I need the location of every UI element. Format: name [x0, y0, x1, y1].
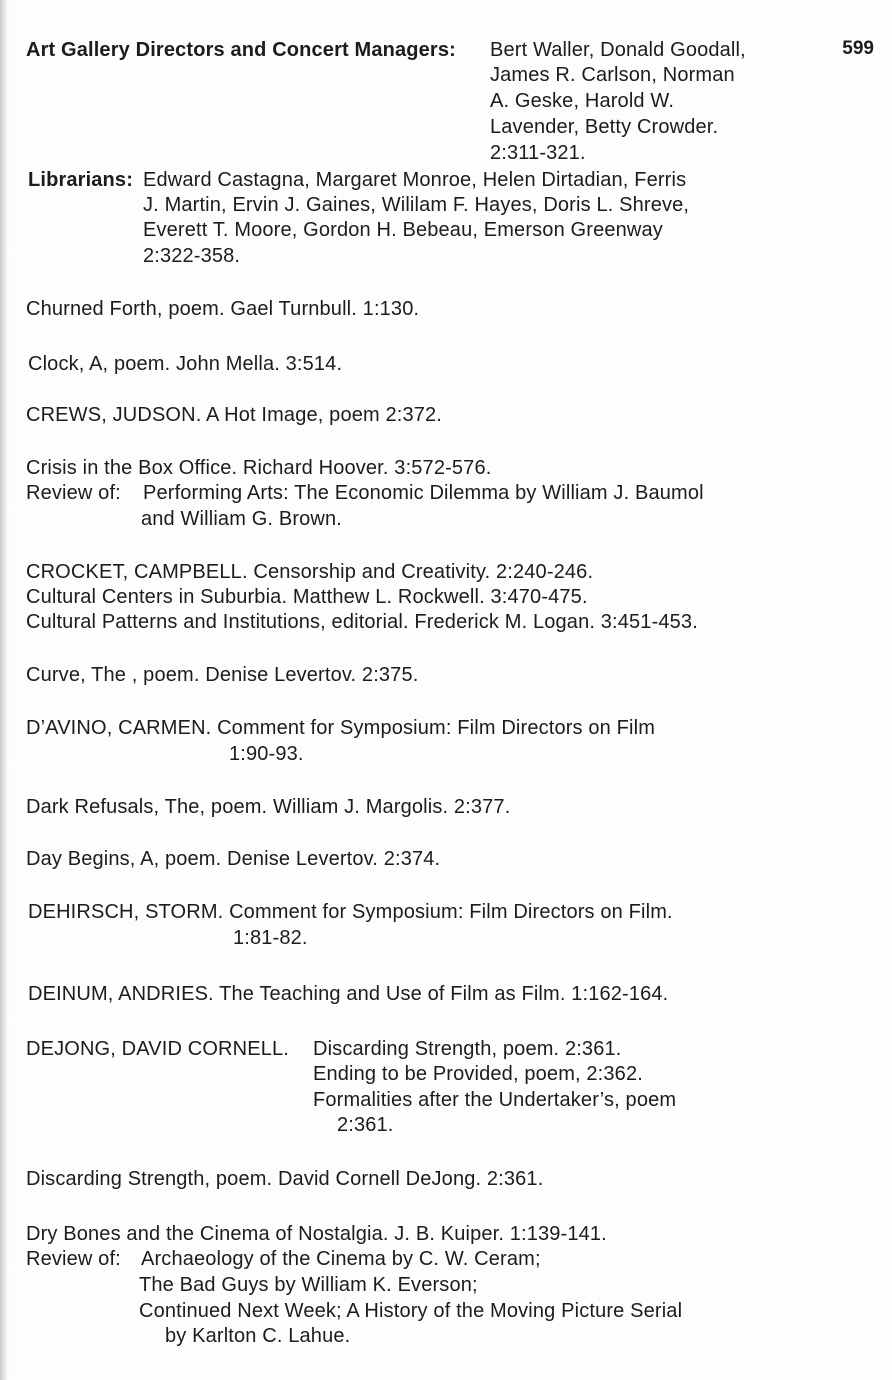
- index-line: 2:361.: [337, 1114, 394, 1136]
- page-number: 599: [842, 38, 874, 59]
- index-entry: Churned Forth, poem. Gael Turnbull. 1:130.: [26, 298, 420, 320]
- index-line: 1:81-82.: [233, 927, 308, 949]
- index-line: Archaeology of the Cinema by C. W. Ceram;: [141, 1248, 541, 1270]
- index-line: A. Geske, Harold W.: [490, 90, 675, 112]
- index-line: J. Martin, Ervin J. Gaines, Wililam F. Hayes, Doris L. Shreve,: [143, 194, 690, 216]
- index-entry: CROCKET, CAMPBELL. Censorship and Creativity. 2:240-246.: [26, 561, 594, 583]
- review-label: Review of:: [26, 1248, 121, 1270]
- index-entry: Crisis in the Box Office. Richard Hoover. 3:572-576.: [26, 457, 492, 479]
- index-line: Bert Waller, Donald Goodall,: [490, 39, 746, 61]
- index-line: Ending to be Provided, poem, 2:362.: [313, 1063, 643, 1085]
- index-entry: Curve, The , poem. Denise Levertov. 2:375.: [26, 664, 419, 686]
- index-line: Performing Arts: The Economic Dilemma by William J. Baumol: [143, 482, 704, 504]
- index-entry: Cultural Patterns and Institutions, editorial. Frederick M. Logan. 3:451-453.: [26, 611, 698, 633]
- index-line: Everett T. Moore, Gordon H. Bebeau, Emerson Greenway: [143, 219, 663, 241]
- index-line: James R. Carlson, Norman: [490, 64, 735, 86]
- index-entry: DEHIRSCH, STORM. Comment for Symposium: Film Directors on Film.: [28, 901, 673, 923]
- index-heading: Art Gallery Directors and Concert Managers:: [26, 39, 456, 61]
- index-entry: DEINUM, ANDRIES. The Teaching and Use of Film as Film. 1:162-164.: [28, 983, 669, 1005]
- index-entry: DEJONG, DAVID CORNELL.: [26, 1038, 289, 1060]
- index-entry: Cultural Centers in Suburbia. Matthew L. Rockwell. 3:470-475.: [26, 586, 588, 608]
- index-entry: CREWS, JUDSON. A Hot Image, poem 2:372.: [26, 404, 443, 426]
- index-line: 2:311-321.: [490, 142, 586, 164]
- index-entry: D’AVINO, CARMEN. Comment for Symposium: Film Directors on Film: [26, 717, 656, 739]
- index-line: The Bad Guys by William K. Everson;: [139, 1274, 478, 1296]
- index-line: Edward Castagna, Margaret Monroe, Helen Dirtadian, Ferris: [143, 169, 687, 191]
- index-entry: Dark Refusals, The, poem. William J. Margolis. 2:377.: [26, 796, 511, 818]
- index-heading: Librarians:: [28, 169, 134, 191]
- index-line: 1:90-93.: [229, 743, 304, 765]
- index-entry: Dry Bones and the Cinema of Nostalgia. J. B. Kuiper. 1:139-141.: [26, 1223, 607, 1245]
- index-line: Continued Next Week; A History of the Moving Picture Serial: [139, 1300, 683, 1322]
- index-line: by Karlton C. Lahue.: [165, 1325, 351, 1347]
- index-line: Formalities after the Undertaker’s, poem: [313, 1089, 677, 1111]
- index-entry: Discarding Strength, poem. David Cornell DeJong. 2:361.: [26, 1168, 544, 1190]
- review-label: Review of:: [26, 482, 121, 504]
- page-edge-shadow: [0, 0, 10, 1380]
- index-line: Lavender, Betty Crowder.: [490, 116, 719, 138]
- index-entry: Day Begins, A, poem. Denise Levertov. 2:374.: [26, 848, 441, 870]
- index-entry: Clock, A, poem. John Mella. 3:514.: [28, 353, 343, 375]
- index-line: 2:322-358.: [143, 245, 241, 267]
- index-line: and William G. Brown.: [141, 508, 342, 530]
- index-line: Discarding Strength, poem. 2:361.: [313, 1038, 622, 1060]
